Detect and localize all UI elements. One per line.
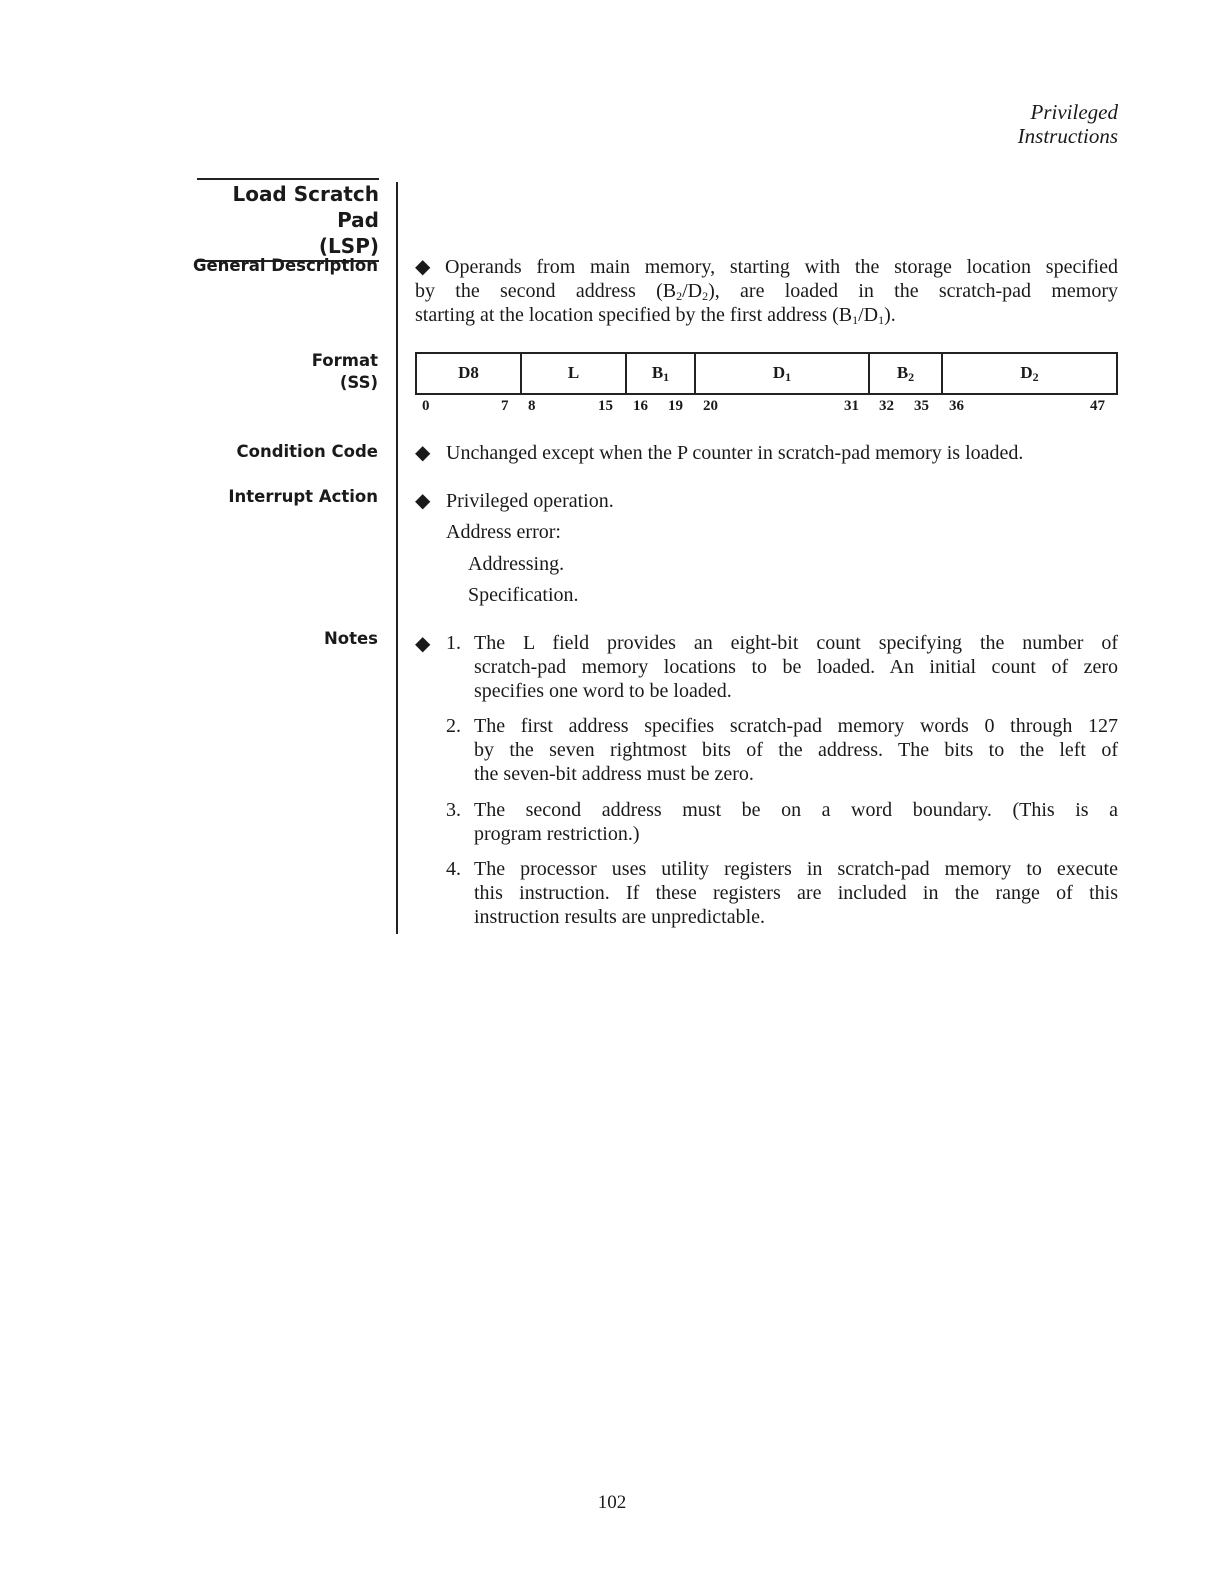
bit-number: 7 [501,398,509,414]
instruction-format-diagram [415,352,1118,395]
condition-code-text: Unchanged except when the P counter in scratch-pad memory is loaded. [446,442,1024,464]
note-line: The L field provides an eight-bit count specifying the number of [474,632,1118,654]
note-line: program restriction.) [474,823,640,845]
note-number: 3. [446,799,461,821]
bullet-diamond: ◆ [415,254,431,278]
note-number: 1. [446,632,461,654]
field-d1: $D_1$ [696,354,870,393]
bullet-diamond: ◆ [415,631,431,655]
note-line: the seven-bit address must be zero. [474,763,754,785]
interrupt-address-error: Address error: [446,521,561,543]
note-number: 4. [446,858,461,880]
note-number: 2. [446,715,461,737]
vertical-divider [396,182,398,934]
note-line: instruction results are unpredictable. [474,906,766,928]
bit-number: 20 [703,398,718,414]
interrupt-privileged: Privileged operation. [446,490,614,512]
instruction-title [197,178,379,262]
note-line: The second address must be on a word boundary. (This is a [474,799,1118,821]
note-line: The processor uses utility registers in scratch-pad memory to execute [474,858,1118,880]
label-general-description: General Description [192,256,378,275]
bit-number: 36 [949,398,964,414]
note-item [446,857,1118,929]
bit-number: 32 [879,398,894,414]
field-d2: $D_2$ [1020,363,1039,384]
bullet-diamond: ◆ [415,440,431,464]
note-item [446,631,1118,703]
page-number: 102 [597,1492,627,1513]
field-b2: $B_2$ [870,354,943,393]
bit-number: 15 [598,398,613,414]
note-line: by the seven rightmost bits of the address. The bits to the left of [474,739,1118,761]
field-l: L [522,354,627,393]
label-format: Format (SS) [311,351,378,392]
field-b1: $B_1$ [627,354,696,393]
bit-number: 16 [633,398,648,414]
note-item [446,714,1118,786]
note-line: specifies one word to be loaded. [474,680,732,702]
field-op-code: D8 [417,354,522,393]
label-notes: Notes [323,629,378,648]
label-interrupt-action: Interrupt Action [228,487,378,506]
bit-number: 0 [422,398,430,414]
note-line: this instruction. If these registers are included in the range of this [474,882,1118,904]
running-header [1018,100,1118,148]
gd-line-3: starting at the location specified by the first address $(B_1/D_1)$. [415,304,896,327]
gd-line-1: Operands from main memory, starting with the storage location specified [445,256,1118,278]
gd-line-2: by the second address $(B_2/D_2)$, are loaded in the scratch-pad memory [415,280,1118,303]
label-condition-code: Condition Code [236,442,378,461]
header-line-1: Privileged [1030,100,1118,124]
note-item [446,798,1118,846]
interrupt-addressing: Addressing. [468,553,565,575]
note-line: The first address specifies scratch-pad memory words 0 through 127 [474,715,1118,737]
bit-number: 47 [1090,398,1105,414]
title-line-1: Load Scratch Pad [232,182,379,232]
bit-number: 19 [668,398,683,414]
note-line: scratch-pad memory locations to be loaded. An initial count of zero [474,656,1118,678]
title-line-2: (LSP) [318,234,379,258]
header-line-2: Instructions [1017,124,1118,148]
bit-number: 8 [528,398,536,414]
bit-number: 35 [914,398,929,414]
bit-number: 31 [844,398,859,414]
interrupt-specification: Specification. [468,584,579,606]
bullet-diamond: ◆ [415,488,431,512]
general-description-text [415,255,1118,327]
